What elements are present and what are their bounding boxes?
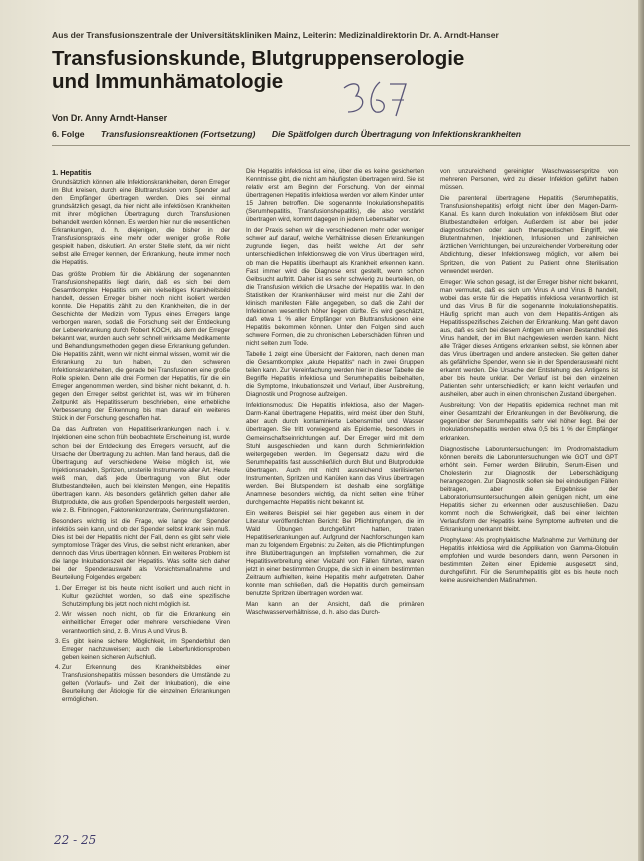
paragraph: Grundsätzlich können alle Infektionskrankheiten, deren Erreger im Blut kreisen, durch eine Bluttransfusion vom Spender auf den Empfänger übertragen werden. Dies sei einmal grundsätzlich gesagt, da hier nicht alle infektiösen Krankheiten mit ihrer möglichen Übertragung durch Transfusionen behandelt werden können. Es werden hier nur die wesentlichen Erkrankungen, d. h. diejenigen, die bisher in der Transfusionspraxis eine mehr oder weniger große Rolle gespielt haben, diskutiert. An erster Stelle steht, da wir nicht selbst alle Erreger kennen, der Erkrankung, heute immer noch die Hepatitis. (52, 179, 230, 267)
paragraph: Man kann an der Ansicht, daß die primären Waschwasserverhältnisse, d. h. also das Durch- (246, 601, 424, 617)
paragraph: Die parenteral übertragene Hepatitis (Serumhepatitis, Transfusionshepatitis) erfolgt nicht über den Magen-Darm-Kanal. Es kann durch Inokulation von infektiösem Blut oder Blutbestandteilen erfolgen. Außerdem ist aber bei jeder diagnostischen oder auch therapeutischen Eingriff, wie Blutentnahmen, Injektionen, Infusionen und zahlreichen ärztlichen Verrichtungen, bei unzureichender Vorbereitung oder Abdichtung, dieser Infektionsweg möglich, vor allem bei Spritzen, die von Patient zu Patient ohne Sterilisation verwendet werden. (440, 195, 618, 275)
series-subtitle: Transfusionsreaktionen (Fortsetzung) (100, 129, 256, 139)
paragraph: Erreger: Wie schon gesagt, ist der Erreger bisher nicht bekannt, man vermutet, daß es sich um Virus A und Virus B handelt, wobei das erste für die Hepatitis infektiosa verantwortlich ist und das Virus B für die sogenannte Inokulationshepatitis. Häufig spricht man auch von dem Hepatitis-Antigen als Hepatitisspezifisches Zeichen der Erkrankung. Man geht davon aus, daß es sich bei diesem Antigen um einen Bestandteil des Virus handelt, der im Blut nachgewiesen werden kann. Nicht alle Träger dieses Antigens erkranken selbst, sie können aber das Virus übertragen und andere anstecken. Sie gelten daher als gefährliche Spender, wenn sie in der Spenderauswahl nicht erkannt werden. Die Ursache der Entstehung des Antigens ist aber bis heute unklar. Der Verlauf ist bei den einzelnen Patienten sehr unterschiedlich; er kann leicht verlaufen und ausheilen, aber auch in einen chronischen Zustand übergehen. (440, 278, 618, 399)
institution-header: Aus der Transfusionszentrale der Universitätskliniken Mainz, Leiterin: Medizinaldirektorin Dr. A. Arndt-Hanser (52, 30, 499, 40)
paragraph: Infektionsmodus: Die Hepatitis infektiosa, also der Magen-Darm-Kanal übertragene Hepatitis, wird meist über den Stuhl, aber auch durch kontaminierte Lebensmittel und Wasser übertragen. Sie tritt vorwiegend als Epidemie, besonders in Gemeinschaftseinrichtungen auf. Der Erreger wird mit dem Stuhl ausgeschieden und kann durch Schmierinfektion weitergegeben werden. Im Gegensatz dazu wird die Serumhepatitis fast ausschließlich durch Blut und Blutprodukte übertragen. Auch mit nicht ausreichend sterilisierten Instrumenten, Spritzen und Kanülen kann das Virus übertragen werden. Bei Blutspendern ist deshalb eine sorgfältige Anamnese besonders wichtig, da nicht selten eine früher durchgemachte Hepatitis nicht bekannt ist. (246, 402, 424, 506)
paragraph: In der Praxis sehen wir die verschiedenen mehr oder weniger schwer auf darauf, welche Verhältnisse diesen Erkrankungen zugrunde liegen, das heißt welche Art der sehr unterschiedlichen Infektionsweg die von Virus übertragen wird, ob man die Hepatitis überhaupt als Krankheit erkennen kann. Fast immer wird die Diagnose erst gestellt, wenn schon Gelbsucht auftritt. Daher ist es sehr schwierig zu beurteilen, ob die Transfusion wirklich die Ursache der Hepatitis war. In den Statistiken der Krankenhäuser wird meist nur die Zahl der klinisch manifesten Fälle angegeben, so daß die Zahl der Infektionen wesentlich höher liegen dürfte. Es wird geschätzt, daß etwa 1 % aller Empfänger von Bluttransfusionen eine Hepatitis bekommen können. Unter den Folgen sind auch schwere Formen, die zu chronischen Leberschäden führen und nicht selten zum Tode. (246, 227, 424, 347)
header-divider (52, 145, 630, 146)
list-item: 3. Es gibt keine sichere Möglichkeit, im Spenderblut den Erreger nachzuweisen; auch die Leberfunktionsproben geben keinen sicheren Aufschluß. (62, 638, 230, 662)
text-column-3 (440, 168, 618, 588)
list-item: 4. Zur Erkennung des Krankheitsbildes einer Transfusionshepatitis müssen besonders die Umstände zu gelten (Vorlaufs- und Zeit der Inkubation), die eine Beurteilung der Ätiologie für die einzelnen Erkrankungen ermöglichen. (62, 664, 230, 704)
article-title (52, 47, 612, 93)
paragraph: Tabelle 1 zeigt eine Übersicht der Faktoren, nach denen man die Gesamtkomplex „akute Hepatitis“ nach in zwei Gruppen teilen kann. Zur Vereinfachung werden hier in dieser Tabelle die Begriffe Hepatitis infektiosa und Serumhepatitis beibehalten, die Symptome, Inkubationszeit und Verlauf, über Ausbreitung, Diagnostik und Prognose aufzeigen. (246, 351, 424, 399)
paragraph: Prophylaxe: Als prophylaktische Maßnahme zur Verhütung der Hepatitis infektiosa wird die Applikation von Gamma-Globulin empfohlen und wurde besonders dann, wenn Personen in bestimmten Zeiten einer Epidemie ausgesetzt sind, durchgeführt. Für die Serumhepatitis gibt es bis heute noch keine ausreichenden Maßnahmen. (440, 537, 618, 585)
text-column-1 (52, 168, 230, 706)
article-title-line-2: und Immunhämatologie (52, 70, 284, 93)
series-subtitle-2: Die Spätfolgen durch Übertragung von Infektionskrankheiten (271, 129, 522, 139)
numbered-list (52, 585, 230, 704)
page-binding-edge (638, 0, 644, 861)
paragraph: Besonders wichtig ist die Frage, wie lange der Spender infektiös sein kann, und ob der Spender selbst krank sein muß. Dies ist bei der Hepatitis nicht der Fall, denn es gibt sehr viele symptomlose Träger des Virus, die selbst nicht erkranken, aber dennoch das Virus übertragen können. Ein weiteres Problem ist die lange Inkubationszeit der Hepatitis. Was sollte sich daher bei der Spenderauswahl als Vorsichtsmaßnahme und Beurteilung Folgendes ergeben: (52, 517, 230, 582)
list-item: 2. Wir wissen noch nicht, ob für die Erkrankung ein einheitlicher Erreger oder mehrere verschiedene Viren verantwortlich sind, z. B. Virus A und Virus B. (62, 611, 230, 635)
paragraph: Die Hepatitis infektiosa ist eine, über die es keine gesicherten Kenntnisse gibt, die nicht am häufigsten übertragen wird. Sie ist relativ erst am Beginn der Forschung. Von der einmal übertragenen Hepatitis infektiosa werden vor allem Kinder unter 15 Jahren betroffen. Die sogenannte Inokulationshepatitis (Serumhepatitis, Transfusionshepatitis), die also verstärkt übertragen wird, kommt dagegen in jedem Lebensalter vor. (246, 168, 424, 224)
series-line (52, 129, 632, 139)
article-title-line-1: Transfusionskunde, Blutgruppenserologie (52, 47, 465, 70)
text-column-2 (246, 168, 424, 621)
paragraph: Ein weiteres Beispiel sei hier gegeben aus einem in der Literatur veröffentlichten Bericht: Bei Pflichtimpfungen, die im Wald Übungen durchgeführt hatten, traten Hepatitiserkrankungen auf. Aufgrund der Nachforschungen kam man zu folgendem Ergebnis: zu Zeiten, als die Pflichtimpfungen ihre Blutübertragungen an Impfstellen vornahmen, die zur Hepatitisverbreitung einer Vielzahl von Fällen führten, waren jetzt in einer bestimmten Gruppe, die sich in einem bestimmten Zeitraum aufhielten, keine Hepatitis mehr aufgetreten. Daher konnte man schließen, daß die Hepatitis durch gemeinsam benutzte Spritzen übertragen worden war. (246, 509, 424, 598)
section-heading-hepatitis: 1. Hepatitis (52, 168, 92, 177)
paragraph: Diagnostische Laboruntersuchungen: Im Prodromalstadium können bereits die Laboruntersuchungen wie GOT und GPT erhöht sein. Ferner werden Bilirubin, Serum-Eisen und Cholesterin zur Diagnostik der Leberschädigung herangezogen. Zur Diagnostik sollen sie bei eindeutigen Fällen beitragen, aber die Ergebnisse der Laboratoriumsuntersuchungen allein genügen nicht, um eine Hepatitis sicher zu erkennen oder auszuschließen. Dazu kommt noch die Schwierigkeit, daß bei einer leichten Verlaufsform der Hepatitis keine Symptome auftreten und die Erkrankung unerkannt bleibt. (440, 445, 618, 534)
paragraph: von unzureichend gereinigter Waschwasserspritze von mehreren Personen, wird zu dieser Infektion geführt haben müssen. (440, 168, 618, 192)
paragraph: Ausbreitung: Von der Hepatitis epidemica rechnet man mit einer Gesamtzahl der Erkrankungen in der Bevölkerung, die gegenüber der Serumhepatitis sehr viel höher liegt. Bei der Inokulationshepatitis werden etwa 0,5 bis 1 % der Empfänger erkranken. (440, 402, 618, 442)
list-item: 1. Der Erreger ist bis heute nicht isoliert und auch nicht in Kultur gezüchtet worden, so daß eine spezifische Schutzimpfung bis jetzt noch nicht möglich ist. (62, 585, 230, 609)
series-number: 6. Folge (52, 129, 85, 139)
paragraph: Das größte Problem für die Abklärung der sogenannten Transfusionshepatitis liegt darin, daß es sich bei dem Gesamtkomplex Hepatitis um ein vielseitiges Krankheitsbild handelt, dessen Erreger bisher noch nicht isoliert werden konnte. Die Hepatitis zählt zu den Krankheiten, die in der Geschichte der Medizin vom Typus eines Erregers lange verborgen waren, sodaß die Forschung seit der Entdeckung der Lebererkrankung durch Robert KOCH, als dem der Erreger bekannt war, wurden auch sehr schnell wirksame Medikamente und Behandlungsmethoden gegen diese Erkrankung gefunden. Die Hepatitis zählt, wenn wir nicht einmal wissen, womit wir die Erkrankung zu tun haben, zu den schweren Infektionskrankheiten, die gerade bei Transfusionen eine große Rolle spielen. Denn alle drei Formen der Hepatitis, für die ein Erreger angenommen werden, sind bisher nicht bekannt, d. h. gegen den Erreger selbst gerichtet ist, was wir im früheren Zeitpunkt als Hepatitisserum beschrieben, eine erhebliche Verbesserung der Erkennung bis man darauf ein weiteres Stück in der Forschung geschaffen hat. (52, 270, 230, 423)
handwritten-annotation (340, 78, 410, 120)
author-line: Von Dr. Anny Arndt-Hanser (52, 113, 168, 123)
paragraph: Da das Auftreten von Hepatitiserkrankungen nach i. v. Injektionen eine schon früh beobachtete Erscheinung ist, wurde schon bei der Entdeckung des Erregers versucht, auf die Ursache der Übertragung zu achten. Man fand heraus, daß die Übertragung auf verschiedene Weise möglich ist, wie Injektionsnadeln, Spritzen, unsterile Instrumente aller Art. Heute weiß man, daß jede Übertragung von Blut oder Blutbestandteilen, auch bei kleinsten Mengen, eine Hepatitis übertragen kann. Als besonders gefährlich gelten daher alle Blutprodukte, die aus großen Spenderpools hergestellt werden, wie z. B. Fibrinogen, Faktorenkonzentrate, Gerinnungsfaktoren. (52, 426, 230, 514)
handwritten-page-note: 22 - 25 (54, 833, 97, 847)
